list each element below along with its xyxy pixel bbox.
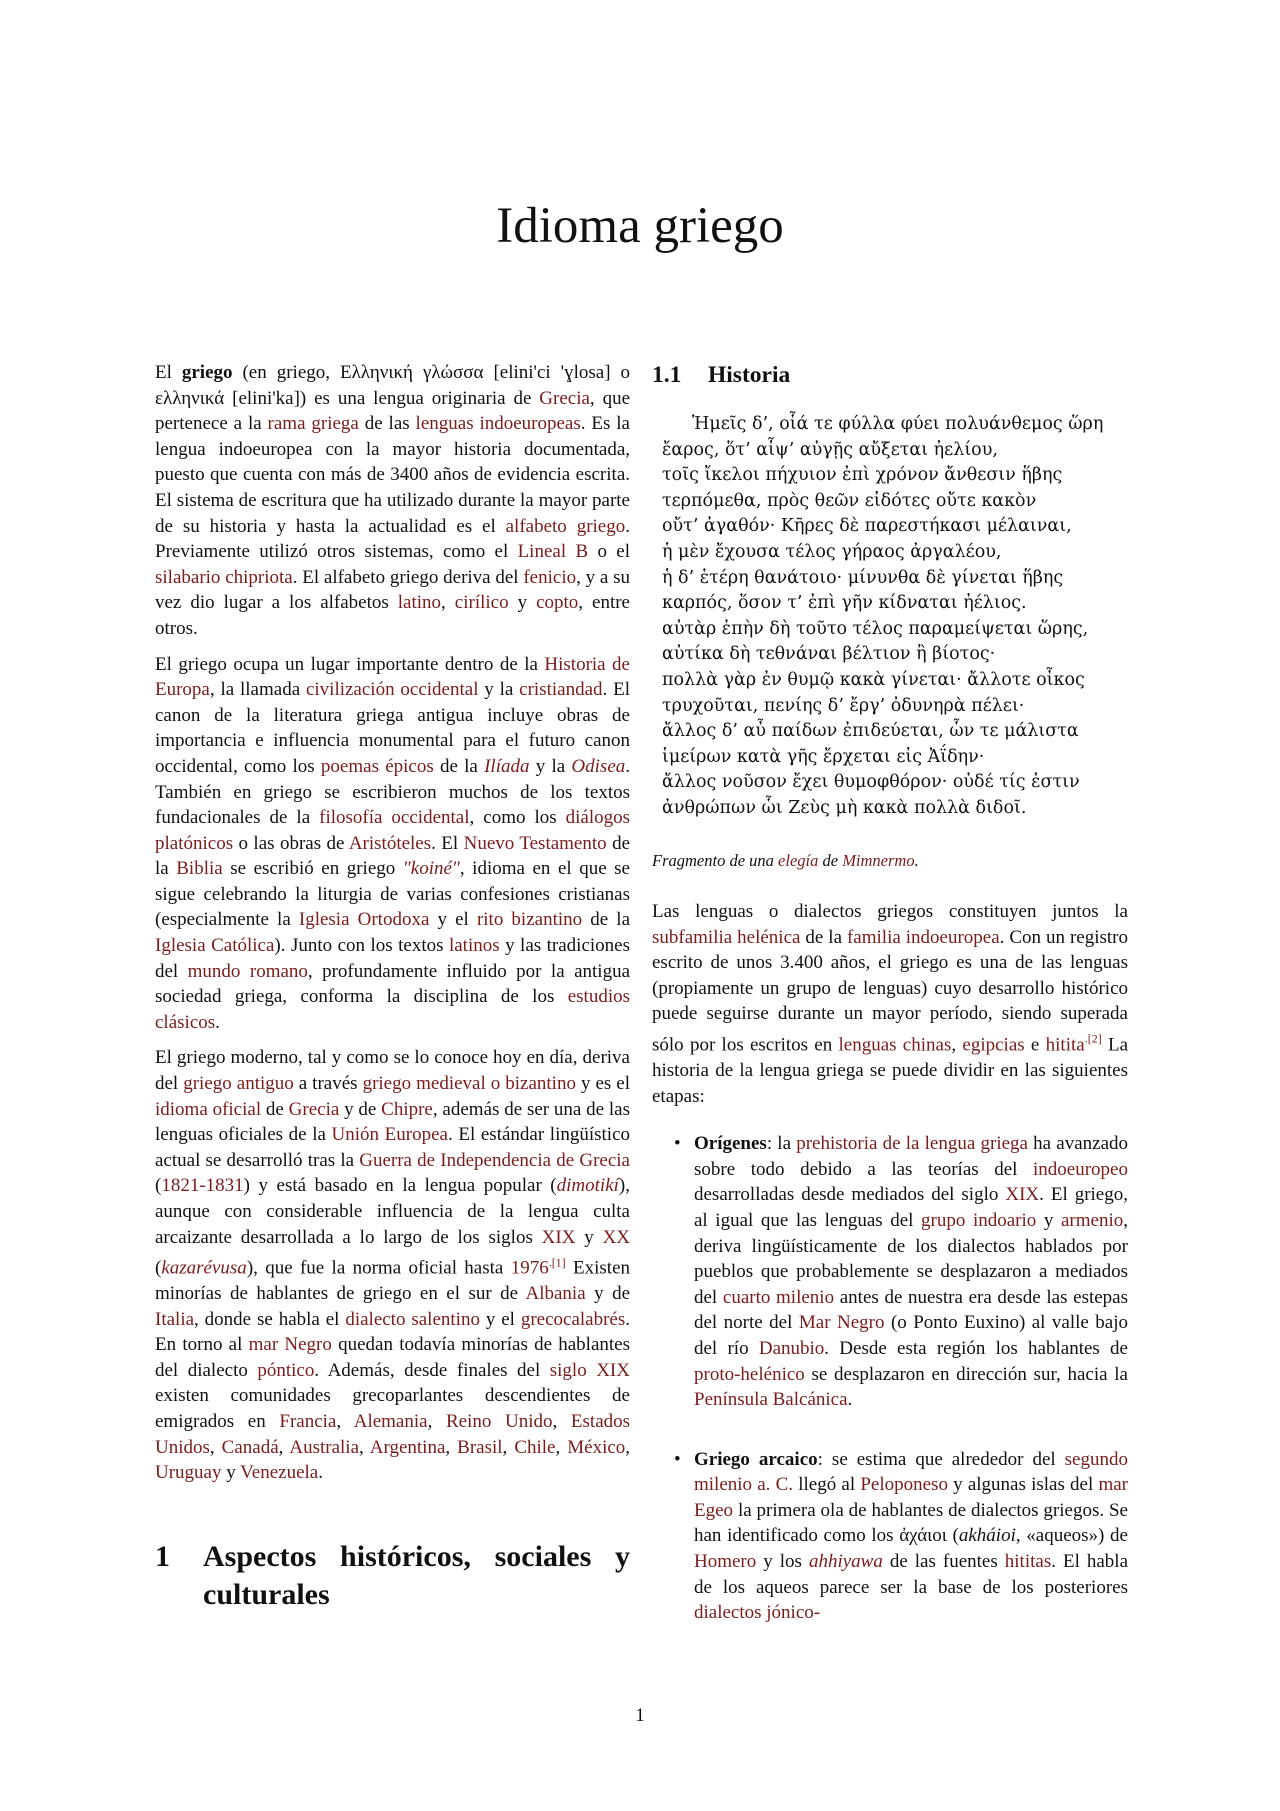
text-run: ha avanzado sobre todo debido a las teorías del [694, 1133, 1129, 1180]
inline-link[interactable]: Italia [155, 1308, 195, 1330]
inline-link[interactable]: 1821-1831 [161, 1175, 244, 1197]
text-run: , [951, 1034, 963, 1056]
text-run: y [1036, 1209, 1061, 1231]
text-run: , idioma en el que se sigue celebrando la liturgia de varias confesiones cristianas (especialmente la [155, 858, 630, 931]
citation-link[interactable]: .[1] [548, 1255, 566, 1270]
inline-link[interactable]: Uruguay [155, 1462, 222, 1484]
poem-line: αὐτὰρ ἐπὴν δὴ τοῦτο τέλος παραμείψεται ὥρης, [662, 618, 1089, 639]
inline-link[interactable]: lenguas chinas [838, 1034, 952, 1056]
section-title: Aspectos históricos, sociales y culturales [203, 1539, 630, 1611]
inline-link[interactable]: Brasil [457, 1436, 503, 1458]
inline-link[interactable]: Nuevo Testamento [463, 832, 607, 854]
greek-poem-fragment [662, 412, 1128, 822]
poem-line: οὔτ’ ἀγαθόν· Κῆρες δὲ παρεστήκασι μέλαιναι, [662, 516, 1072, 537]
text-run: o las obras de [233, 832, 349, 854]
bold-term: Orígenes [694, 1133, 767, 1155]
text-run: . El alfabeto griego deriva del [292, 566, 524, 588]
text-run: , deriva lingüísticamente de los dialectos hablados por pueblos que probablemente se desplazaron a mediados del [694, 1209, 1128, 1308]
inline-link[interactable]: Chile [514, 1436, 556, 1458]
inline-link[interactable]: Argentina [369, 1436, 446, 1458]
text-run: y los [756, 1551, 809, 1573]
inline-link[interactable]: mar Negro [248, 1334, 332, 1356]
inline-link[interactable]: cristiandad [519, 679, 603, 701]
inline-link[interactable]: estudios clásicos [155, 986, 630, 1033]
text-run: . El estándar lingüístico actual se desarrolló tras la [155, 1124, 631, 1171]
text-run: de [261, 1098, 289, 1120]
text-run: , como los [469, 807, 566, 829]
text-run: ( [155, 1257, 162, 1279]
text-run: existen comunidades grecoparlantes descendientes de emigrados en [155, 1385, 630, 1433]
text-run: , [552, 1411, 571, 1433]
left-column [155, 360, 630, 1614]
inline-link[interactable]: Ilíada [484, 755, 530, 777]
text-run: ) y está basado en la lengua popular ( [243, 1175, 557, 1197]
poem-line: ἔαρος, ὅτ’ αἶψ’ αὐγῇς αὔξεται ἠελίου, [662, 439, 998, 460]
text-run: , además de ser una de las lenguas oficiales de la [155, 1098, 630, 1146]
poem-line: τρυχοῦται, πενίης δ’ ἔργ’ ὀδυνηρὰ πέλει· [662, 695, 1025, 716]
inline-link[interactable]: latino [397, 592, 442, 614]
inline-link[interactable]: Canadá [221, 1436, 279, 1458]
text-run: o el [588, 541, 631, 563]
text-run: Fragmento de una [652, 850, 779, 870]
text-run: , [625, 1436, 631, 1458]
inline-link[interactable]: México [567, 1436, 626, 1458]
text-run: y la [529, 755, 572, 777]
inline-link[interactable]: griego antiguo [183, 1073, 294, 1095]
historia-paragraph [652, 899, 1128, 1109]
inline-link[interactable]: póntico [257, 1359, 315, 1381]
inline-link[interactable]: Venezuela [240, 1462, 319, 1484]
inline-link[interactable]: Iglesia Católica [155, 935, 275, 957]
inline-link[interactable]: Albania [525, 1283, 586, 1305]
page-number: 1 [635, 1705, 645, 1726]
inline-link[interactable]: silabario chipriota [155, 566, 293, 588]
inline-link[interactable]: diálogos platónicos [155, 807, 631, 854]
text-run: llegó al [793, 1474, 861, 1496]
inline-link[interactable]: familia indoeuropea [846, 926, 1000, 948]
inline-link[interactable]: siglo XIX [549, 1359, 630, 1381]
poem-line: ἀνθρώπων ὧι Ζεὺς μὴ κακὰ πολλὰ διδοῖ. [662, 797, 1027, 818]
text-run: . [215, 1011, 220, 1033]
text-run: de las fuentes [882, 1551, 1005, 1573]
text-run: akháioi [958, 1525, 1016, 1547]
text-run: (en griego, Ελληνική γλώσσα [elini'ci 'ɣlosa] o ελληνικά [elini'ka]) es una lengua originaria de [155, 362, 630, 409]
inline-link[interactable]: rito bizantino [476, 909, 583, 931]
inline-link[interactable]: elegía [778, 850, 819, 870]
text-run: , [336, 1411, 354, 1433]
text-run: , profundamente influido por la antigua sociedad griega, conforma la disciplina de los [155, 960, 630, 1008]
inline-link[interactable]: Iglesia Ortodoxa [298, 909, 430, 931]
inline-link[interactable]: Peloponeso [860, 1474, 948, 1496]
text-run: Existen minorías de hablantes de griego en el sur de [155, 1257, 631, 1305]
text-run: El [155, 362, 182, 383]
text-run: : se estima que alrededor del [817, 1448, 1065, 1470]
subsection-title: Historia [708, 362, 791, 388]
text-run: , que pertenece a la [155, 387, 630, 435]
text-run: , [278, 1436, 290, 1458]
poem-line: Ἡμεῖς δ’, οἷά τε φύλλα φύει πολυάνθεμος ὥρη [692, 414, 1104, 434]
inline-link[interactable]: civilización occidental [305, 679, 479, 701]
text-run: y [575, 1226, 603, 1248]
text-run: antes de nuestra era desde las estepas del norte del [694, 1286, 1128, 1334]
text-run: y algunas islas del [947, 1474, 1099, 1496]
bullet-icon: • [674, 1448, 681, 1470]
inline-link[interactable]: dialecto salentino [345, 1308, 480, 1330]
inline-link[interactable]: Aristóteles [348, 832, 432, 854]
text-run: ), que fue la norma oficial hasta [246, 1257, 511, 1279]
inline-link[interactable]: idioma oficial [155, 1098, 262, 1120]
inline-link[interactable]: Grecia [539, 387, 590, 409]
text-run: La historia de la lengua griega se puede dividir en las siguientes etapas: [652, 1034, 1129, 1107]
inline-link[interactable]: mar Egeo [694, 1474, 1129, 1521]
inline-link[interactable]: Mimnermo [842, 850, 915, 870]
inline-link[interactable]: armenio [1060, 1209, 1124, 1231]
text-run: y de [585, 1283, 630, 1305]
inline-link[interactable]: prehistoria de la lengua griega [796, 1133, 1028, 1155]
inline-link[interactable]: kazarévusa [161, 1257, 247, 1279]
inline-link[interactable]: segundo milenio a. C. [694, 1448, 1128, 1496]
text-run: . En torno al [155, 1308, 631, 1356]
bullet-icon: • [674, 1133, 681, 1155]
intro-paragraph-1 [155, 360, 630, 642]
inline-link[interactable]: cuarto milenio [722, 1286, 835, 1308]
poem-line: καρπός, ὅσον τ’ ἐπὶ γῆν κίδναται ἠέλιος. [662, 593, 1027, 614]
text-run: a través [293, 1073, 363, 1095]
inline-link[interactable]: hitita [1045, 1034, 1085, 1056]
history-stages-list [652, 1131, 1128, 1626]
text-run: de la [582, 909, 631, 931]
text-run: , [359, 1436, 370, 1458]
poem-line: ἱμείρων κατὰ γῆς ἔρχεται εἰς Ἀΐδην· [662, 746, 985, 767]
inline-link[interactable]: filosofía occidental [319, 807, 470, 829]
list-item [652, 1131, 1128, 1413]
inline-link[interactable]: "koiné" [402, 858, 460, 880]
poem-line: τοῖς ἴκελοι πήχυιον ἐπὶ χρόνον ἄνθεσιν ἥβης [662, 465, 1063, 486]
inline-link[interactable]: subfamilia helénica [652, 926, 801, 948]
subsection-heading [652, 360, 1128, 390]
poem-line: τερπόμεθα, πρὸς θεῶν εἰδότες οὔτε κακὸν [662, 490, 1037, 511]
text-run: , donde se habla el [194, 1308, 346, 1330]
text-run: y [221, 1462, 241, 1484]
subsection-number: 1.1 [652, 362, 682, 388]
text-run: . También en griego se escribieron muchos de los textos fundacionales de la [155, 755, 630, 829]
text-run: . [318, 1462, 323, 1484]
inline-link[interactable]: mundo romano [187, 960, 308, 982]
inline-link[interactable]: lenguas indoeuropeas [415, 413, 581, 435]
text-run: . Desde esta región los hablantes de [824, 1337, 1128, 1359]
list-item [652, 1447, 1128, 1626]
text-run: . El habla de los aqueos parece ser la base de los posteriores [694, 1551, 1129, 1598]
text-run: . [914, 850, 919, 870]
bold-term: griego [181, 362, 233, 383]
inline-link[interactable]: cirílico [454, 592, 509, 614]
text-run: de la [155, 832, 631, 880]
inline-link[interactable]: poemas épicos [320, 755, 434, 777]
inline-link[interactable]: grecocalabrés [520, 1308, 626, 1330]
inline-link[interactable]: Península Balcánica [694, 1389, 848, 1411]
inline-link[interactable]: alfabeto griego [505, 515, 626, 537]
section-number: 1 [155, 1539, 170, 1573]
text-run: , la llamada [209, 679, 306, 701]
inline-link[interactable]: Lineal B [517, 541, 589, 563]
right-column [652, 360, 1128, 1660]
inline-link[interactable]: griego medieval o bizantino [362, 1073, 576, 1095]
inline-link[interactable]: Grecia [288, 1098, 340, 1120]
intro-paragraph-3 [155, 1045, 630, 1485]
inline-link[interactable]: egipcias [962, 1034, 1025, 1056]
text-run: . Con un registro escrito de unos 3.400 años, el griego es una de las lenguas (propiamente un grupo de lenguas) cuyo desarrollo histórico puede seguirse durante un mayor período, siendo superada sólo por los escritos en [652, 926, 1128, 1056]
intro-paragraph-2 [155, 652, 630, 1036]
text-run: , [555, 1436, 568, 1458]
poem-caption [652, 848, 1128, 874]
text-run: . El [431, 832, 464, 854]
text-run: : la [766, 1133, 797, 1155]
text-run: , [427, 1411, 446, 1433]
inline-link[interactable]: Homero [694, 1551, 757, 1573]
text-run: El griego moderno, tal y como se lo conoce hoy en día, deriva del [155, 1047, 630, 1095]
text-run: se desplazaron en dirección sur, hacia la [804, 1363, 1128, 1385]
inline-link[interactable]: dialectos jónico- [694, 1602, 821, 1624]
text-run: y el [479, 1308, 521, 1330]
inline-link[interactable]: proto-helénico [694, 1363, 805, 1385]
inline-link[interactable]: Chipre [381, 1098, 433, 1120]
inline-link[interactable]: fenicio [523, 566, 577, 588]
text-run: , [502, 1436, 515, 1458]
text-run: . Es la lengua indoeuropea con la mayor historia documentada, puesto que cuenta con más de 3400 años de evidencia escrita. El sistema de escritura que ha utilizado durante la mayor parte de su historia y hasta la actualidad es el [155, 413, 630, 537]
text-run: ). Junto con los textos [274, 935, 449, 957]
inline-link[interactable]: Australia [289, 1436, 360, 1458]
inline-link[interactable]: Mar Negro [798, 1312, 885, 1334]
text-run: de las [358, 413, 416, 435]
inline-link[interactable]: Alemania [353, 1411, 428, 1433]
inline-link[interactable]: indoeuropeo [1033, 1158, 1128, 1180]
poem-line: ἡ μὲν ἔχουσα τέλος γήραος ἀργαλέου, [662, 541, 1002, 562]
inline-link[interactable]: Danubio [758, 1337, 825, 1359]
inline-link[interactable]: Historia de Europa [155, 653, 630, 701]
text-run: y [508, 592, 537, 614]
poem-line: ἡ δ’ ἑτέρη θανάτοιο· μίνυνθα δὲ γίνεται ἥβης [662, 567, 1064, 588]
text-run: y el [429, 909, 477, 931]
inline-link[interactable]: Estados Unidos [155, 1411, 631, 1458]
text-run: . [847, 1389, 853, 1411]
inline-link[interactable]: copto [536, 592, 579, 614]
text-run: de la [433, 755, 485, 777]
text-run: . Previamente utilizó otros sistemas, como el [155, 515, 630, 563]
inline-link[interactable]: grupo indoario [921, 1209, 1037, 1231]
poem-line: πολλὰ γὰρ ἐν θυμῷ κακὰ γίνεται· ἄλλοτε οἶκος [662, 669, 1085, 690]
text-run: la primera ola de hablantes de dialectos griegos. Se han identificado como los ἀχάιοι ( [694, 1499, 1128, 1547]
text-run: , entre otros. [155, 592, 630, 639]
inline-link[interactable]: XX [602, 1226, 631, 1248]
inline-link[interactable]: Unión Europea [331, 1124, 448, 1146]
poem-line: αὐτίκα δὴ τεθνάναι βέλτιον ἢ βίοτος· [662, 644, 996, 665]
poem-line: ἄλλος δ’ αὖ παίδων ἐπιδεύεται, ὧν τε μάλιστα [662, 721, 1079, 742]
inline-link[interactable]: Guerra de Independencia de Grecia [359, 1149, 630, 1171]
text-run: de la [800, 926, 847, 948]
text-run: , [445, 1436, 458, 1458]
text-run: se escribió en griego [222, 858, 403, 880]
text-run: e [1024, 1034, 1046, 1056]
inline-link[interactable]: Odisea [571, 755, 626, 777]
text-run: desarrolladas desde mediados del siglo [694, 1184, 1006, 1206]
inline-link[interactable]: rama griega [267, 413, 359, 435]
section-heading [155, 1538, 630, 1614]
text-run: y la [478, 679, 520, 701]
text-run: ( [155, 1175, 162, 1197]
text-run: ), aunque con considerable influencia de la lengua culta arcaizante desarrollada a lo largo de los siglos [155, 1175, 630, 1248]
text-run: de [818, 850, 843, 870]
inline-link[interactable]: XIX [541, 1226, 576, 1248]
inline-link[interactable]: hititas [1004, 1551, 1052, 1573]
text-run: quedan todavía minorías de hablantes del dialecto [155, 1334, 630, 1381]
inline-link[interactable]: XIX [1005, 1184, 1040, 1206]
text-run: , «aqueos») de [1015, 1525, 1128, 1547]
text-run: (o Ponto Euxino) al valle bajo del río [694, 1312, 1129, 1359]
poem-line: ἄλλος νοῦσον ἔχει θυμοφθόρον· οὐδέ τίς ἐστιν [662, 772, 1080, 793]
text-run: y es el [575, 1073, 630, 1095]
text-run: . El canon de la literatura griega antigua incluye obras de importancia e influencia monumental para el futuro canon occidental, como los [155, 679, 630, 777]
text-run: . Además, desde finales del [314, 1359, 550, 1381]
bold-term: Griego arcaico [694, 1448, 818, 1470]
inline-link[interactable]: ahhiyawa [808, 1551, 883, 1573]
inline-link[interactable]: dimotikí [556, 1175, 619, 1197]
inline-link[interactable]: Francia [279, 1411, 337, 1433]
text-run: Las lenguas o dialectos griegos constituyen juntos la [652, 901, 1128, 923]
text-run: . El griego, al igual que las lenguas del [694, 1184, 1128, 1231]
inline-link[interactable]: 1976 [510, 1257, 549, 1279]
text-run: El griego ocupa un lugar importante dentro de la [155, 653, 545, 675]
page-title: Idioma griego [496, 198, 784, 254]
text-run: y de [339, 1098, 382, 1120]
inline-link[interactable]: Reino Unido [445, 1411, 553, 1433]
citation-link[interactable]: .[2] [1084, 1032, 1102, 1047]
inline-link[interactable]: latinos [448, 935, 500, 957]
inline-link[interactable]: Biblia [176, 858, 223, 880]
text-run: , [209, 1436, 222, 1458]
text-run: y las tradiciones del [155, 935, 630, 982]
text-run: , [441, 592, 455, 614]
text-run: , y a su vez dio lugar a los alfabetos [155, 566, 630, 614]
